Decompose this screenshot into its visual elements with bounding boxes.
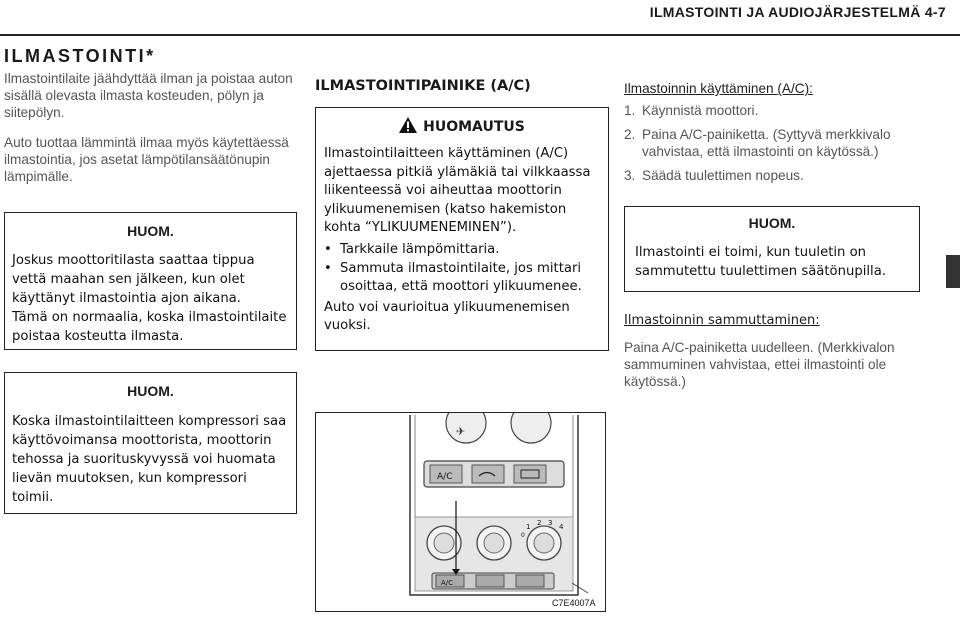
note-text-line1: Joskus moottoritilasta saattaa tippua vettä maahan sen jälkeen, kun olet käyttänyt ilmastointia ajon aikana.: [12, 253, 255, 306]
note-box-condensation: [4, 212, 297, 350]
step-item: [624, 102, 934, 119]
ac-panel-drawing: [316, 413, 605, 611]
warning-bullet: • Tarkkaile lämpömittaria.: [324, 241, 500, 257]
warning-triangle-icon: [399, 117, 417, 133]
note-text: [12, 251, 290, 346]
step-text: Käynnistä moottori.: [642, 103, 759, 118]
intro-paragraph: [4, 70, 296, 185]
fan-speed-off: 0: [521, 532, 525, 539]
off-heading: Ilmastoinnin sammuttaminen:: [624, 313, 820, 328]
warm-air-text: Auto tuottaa lämmintä ilmaa myös käytettäessä ilmastointia, jos asetat lämpötilansäätönupin lämpimälle.: [4, 135, 289, 184]
svg-text:✈: ✈: [456, 425, 466, 438]
step-text: Säädä tuulettimen nopeus.: [642, 168, 804, 183]
warning-box: [315, 107, 609, 351]
ac-button-label-top: A/C: [437, 472, 453, 482]
running-head: ILMASTOINTI JA AUDIOJÄRJESTELMÄ 4-7: [649, 4, 946, 20]
ac-panel-illustration: [315, 412, 606, 612]
bullet-text: Tarkkaile lämpömittaria.: [340, 241, 500, 257]
header-rule: [0, 34, 960, 36]
warning-title: HUOMAUTUS: [423, 119, 525, 135]
note-title: HUOM.: [748, 215, 796, 231]
section-title: ILMASTOINTI*: [4, 46, 156, 66]
note-box-compressor: [4, 372, 297, 514]
ac-button-heading: ILMASTOINTIPAINIKE (A/C): [315, 78, 531, 94]
ac-off-text: [624, 339, 924, 390]
step-text: Paina A/C-painiketta. (Syttyvä merkkivalo vahvistaa, että ilmastointi on käytössä.): [642, 127, 891, 159]
fan-speed-3: 3: [548, 519, 553, 527]
fan-speed-4: 4: [559, 523, 564, 531]
note-title: HUOM.: [127, 383, 174, 399]
step-item: [624, 126, 934, 160]
step-item: [624, 167, 934, 184]
step-number: 3.: [624, 168, 636, 183]
step-number: 1.: [624, 103, 636, 118]
usage-steps: [624, 102, 934, 184]
warning-content: [324, 145, 600, 336]
ac-button-label-bottom: A/C: [441, 579, 454, 587]
note-text-line2: Tämä on normaalia, koska ilmastointilaite poistaa kosteutta ilmasta.: [12, 310, 287, 344]
chapter-tab-marker: [946, 255, 960, 288]
fan-speed-1: 1: [526, 523, 531, 531]
intro-text: Ilmastointilaite jäähdyttää ilman ja poistaa auton sisällä olevasta ilmasta kosteuden, pölyn ja siitepölyn.: [4, 71, 293, 120]
warning-bullet: • Sammuta ilmastointilaite, jos mittari osoittaa, että moottori ylikuumenee.: [324, 260, 582, 295]
note-text: Ilmastointi ei toimi, kun tuuletin on sammutettu tuulettimen säätönupilla.: [635, 245, 886, 279]
step-number: 2.: [624, 127, 636, 142]
figure-code: C7E4007A: [552, 598, 596, 608]
bullet-text: Sammuta ilmastointilaite, jos mittari osoittaa, että moottori ylikuumenee.: [340, 260, 582, 295]
ac-off-heading: [624, 312, 924, 329]
note-box-fan: [624, 206, 920, 292]
off-text: Paina A/C-painiketta uudelleen. (Merkkivalon sammuminen vahvistaa, ettei ilmastointi ole käytössä.): [624, 340, 895, 389]
warning-text: Ilmastointilaitteen käyttäminen (A/C) ajettaessa pitkiä ylämäkiä tai vilkkaassa liikenteessä voi aiheuttaa moottorin ylikuumenemisen (katso hakemiston kohta “YLIKUUMENEMINEN”).: [324, 146, 591, 236]
fan-speed-2: 2: [537, 519, 542, 527]
warning-header: [316, 117, 608, 136]
note-title: HUOM.: [127, 223, 174, 239]
note-text: Koska ilmastointilaitteen kompressori saa käyttövoimansa moottorista, moottorin tehossa ja suorituskyvyssä voi huomata lievän muutoksen, kun kompressori toimii.: [12, 414, 287, 505]
ac-usage-section: [624, 80, 934, 191]
warning-footer: Auto voi vaurioitua ylikuumenemisen vuoksi.: [324, 299, 570, 334]
usage-heading: Ilmastoinnin käyttäminen (A/C):: [624, 81, 813, 96]
